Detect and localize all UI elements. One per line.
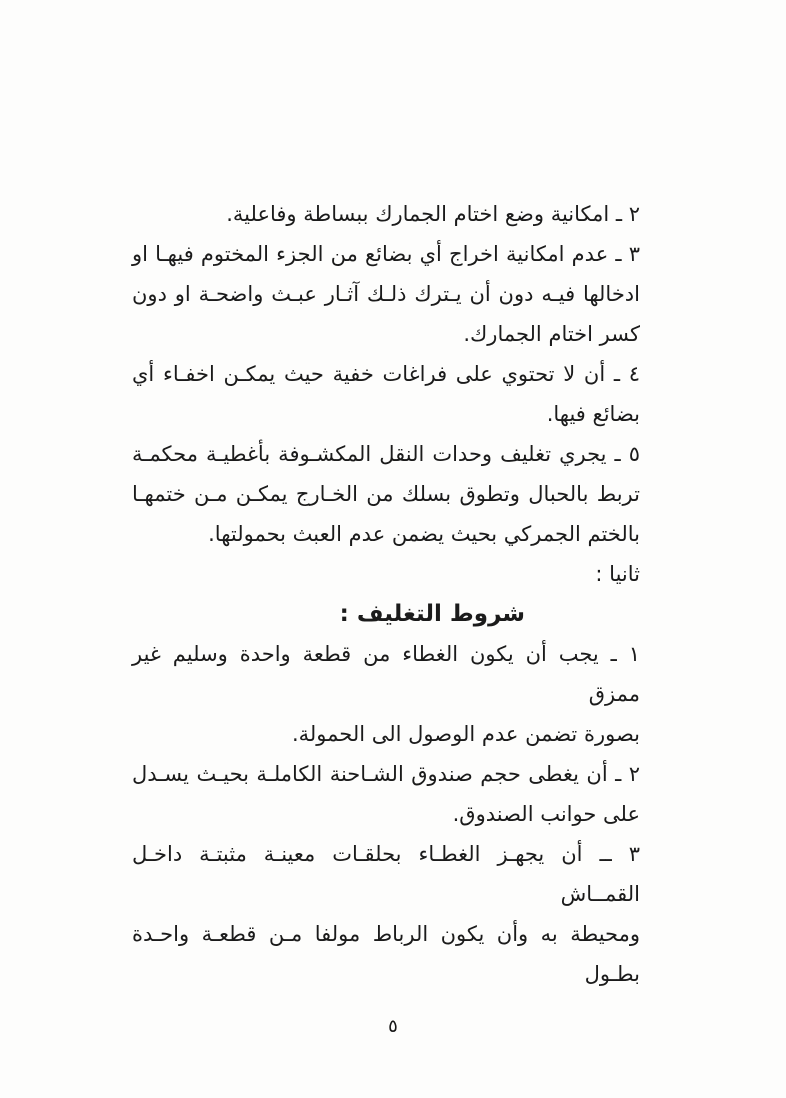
text-line: بضائع فيها. <box>546 402 640 426</box>
text-line: ومحيطة به وأن يكون الرباط مولفا مـن قطعـة واحـدة بطـول <box>132 922 640 986</box>
text-line: ٢ ـ امكانية وضع اختام الجمارك ببساطة وفاعلية. <box>226 202 640 226</box>
text-line: ادخالها فيـه دون أن يـترك ذلـك آثـار عبـث واضحـة او دون <box>132 282 640 306</box>
text-line: ٢ ـ أن يغطى حجم صندوق الشـاحنة الكاملـة بحيـث يسـدل <box>132 762 640 786</box>
text-line: كسر اختام الجمارك. <box>463 322 640 346</box>
section-heading: شروط التغليف : <box>339 601 525 627</box>
text-line: ثانيا : <box>595 562 640 586</box>
text-line: على حوانب الصندوق. <box>452 802 640 826</box>
body-text <box>132 194 640 994</box>
text-line: تربط بالحبال وتطوق بسلك من الخـارج يمكـن مـن ختمهـا <box>132 482 640 506</box>
text-line: ٣ ــ أن يجهـز الغطـاء بحلقـات معينـة مثبتـة داخـل القمــاش <box>132 842 640 906</box>
text-line: ٥ ـ يجري تغليف وحدات النقل المكشـوفة بأغطيـة محكمـة <box>132 442 640 466</box>
text-line: ٣ ـ عدم امكانية اخراج أي بضائع من الجزء المختوم فيهـا او <box>132 242 640 266</box>
text-line: ٤ ـ أن لا تحتوي على فراغات خفية حيث يمكـن اخفـاء أي <box>132 362 640 386</box>
text-line: ١ ـ يجب أن يكون الغطاء من قطعة واحدة وسليم غير ممزق <box>132 642 640 706</box>
text-line: بالختم الجمركي بحيث يضمن عدم العبث بحمولتها. <box>208 522 640 546</box>
page-number: ٥ <box>388 1016 398 1037</box>
text-line: بصورة تضمن عدم الوصول الى الحمولة. <box>291 722 640 746</box>
